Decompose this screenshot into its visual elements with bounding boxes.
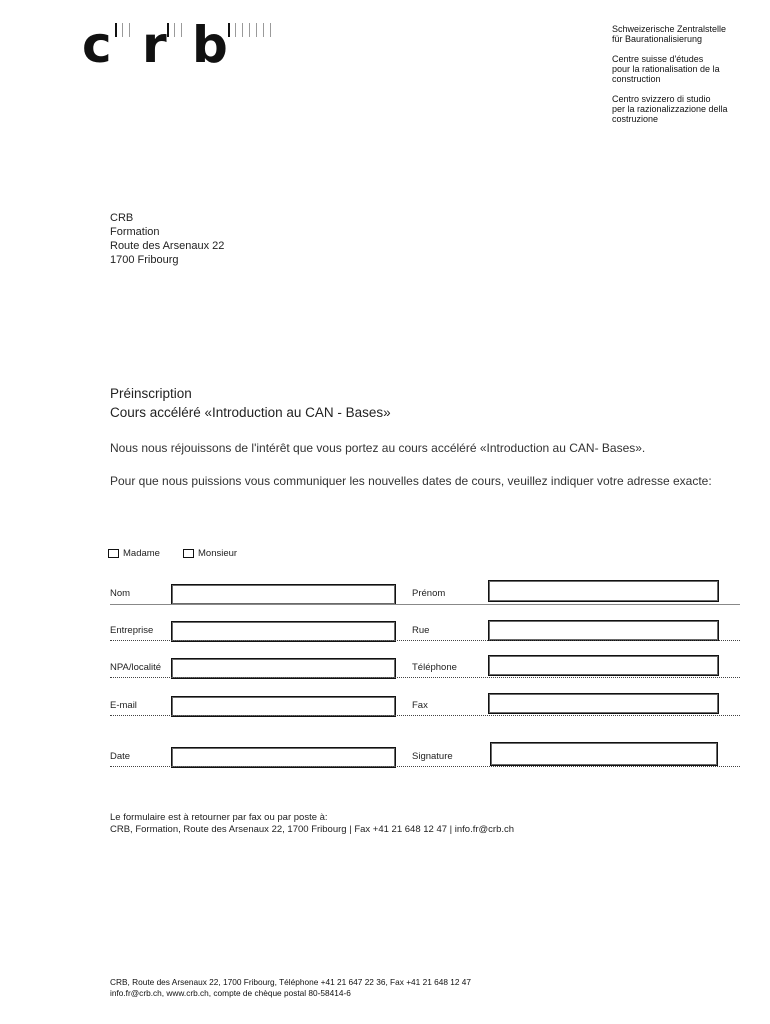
date-input[interactable] <box>171 747 396 768</box>
madame-option[interactable] <box>108 548 160 559</box>
page-footer <box>110 977 471 999</box>
madame-checkbox[interactable] <box>108 549 119 558</box>
nom-label: Nom <box>110 588 131 599</box>
recipient-address <box>110 211 224 267</box>
intro-paragraph: Nous nous réjouissons de l'intérêt que vous portez au cours accéléré «Introduction au CAN- Bases». <box>110 441 646 455</box>
logo-bar <box>174 23 175 37</box>
title-line: Préinscription <box>110 386 192 401</box>
address-line: Route des Arsenaux 22 <box>110 240 225 252</box>
logo-bar <box>270 23 271 37</box>
fax-input[interactable] <box>488 693 719 714</box>
org-name-fr: Centre suisse d'études pour la rationalisation de la construction <box>612 54 720 84</box>
madame-label: Madame <box>123 548 160 559</box>
return-contact: CRB, Formation, Route des Arsenaux 22, 1700 Fribourg | Fax +41 21 648 12 47 | info.fr@crb.ch <box>110 824 515 835</box>
row-rule <box>110 677 740 678</box>
rue-input[interactable] <box>488 620 719 641</box>
title-line: Cours accéléré «Introduction au CAN - Bases» <box>110 405 391 420</box>
prenom-label: Prénom <box>412 588 446 599</box>
logo-bar <box>235 23 236 37</box>
npa-input[interactable] <box>171 658 396 679</box>
address-line: 1700 Fribourg <box>110 254 179 266</box>
logo-bar <box>256 23 257 37</box>
return-heading: Le formulaire est à retourner par fax ou par poste à: <box>110 812 328 823</box>
nom-input[interactable] <box>171 584 396 605</box>
organisation-header <box>612 24 762 134</box>
crb-logo <box>82 16 282 74</box>
row-rule <box>110 640 740 641</box>
signature-input[interactable] <box>490 742 718 766</box>
npa-label: NPA/localité <box>110 662 162 673</box>
email-label: E-mail <box>110 700 137 711</box>
prenom-input[interactable] <box>488 580 719 602</box>
logo-bar <box>122 23 123 37</box>
address-line: CRB <box>110 212 134 224</box>
logo-tick <box>115 23 117 37</box>
org-name-it: Centro svizzero di studio per la razionalizzazione della costruzione <box>612 94 728 124</box>
footer-line: info.fr@crb.ch, www.crb.ch, compte de chèque postal 80-58414-6 <box>110 988 351 998</box>
logo-bar <box>242 23 243 37</box>
rue-label: Rue <box>412 625 430 636</box>
document-title <box>110 384 391 422</box>
footer-line: CRB, Route des Arsenaux 22, 1700 Fribourg, Téléphone +41 21 647 22 36, Fax +41 21 648 12 47 <box>110 977 472 987</box>
logo-tick <box>167 23 169 37</box>
logo-tick <box>228 23 230 37</box>
org-name-de: Schweizerische Zentralstelle für Baurationalisierung <box>612 24 727 44</box>
email-input[interactable] <box>171 696 396 717</box>
entreprise-input[interactable] <box>171 621 396 642</box>
return-instructions <box>110 812 514 836</box>
telephone-label: Téléphone <box>412 662 457 673</box>
logo-letter-r: r <box>142 16 167 74</box>
fax-label: Fax <box>412 700 428 711</box>
logo-bar <box>181 23 182 37</box>
signature-label: Signature <box>412 751 453 762</box>
logo-letter-b: b <box>192 16 228 74</box>
row-rule <box>110 715 740 716</box>
logo-letter-c: c <box>82 16 112 74</box>
row-rule <box>110 766 740 767</box>
monsieur-label: Monsieur <box>198 548 238 559</box>
monsieur-option[interactable] <box>183 548 237 559</box>
entreprise-label: Entreprise <box>110 625 154 636</box>
row-rule <box>110 604 740 605</box>
instruction-paragraph: Pour que nous puissions vous communiquer les nouvelles dates de cours, veuillez indiquer votre adresse exacte: <box>110 474 712 488</box>
date-label: Date <box>110 751 131 762</box>
logo-bar <box>129 23 130 37</box>
logo-bar <box>249 23 250 37</box>
logo-bar <box>263 23 264 37</box>
monsieur-checkbox[interactable] <box>183 549 194 558</box>
address-line: Formation <box>110 226 160 238</box>
telephone-input[interactable] <box>488 655 719 676</box>
